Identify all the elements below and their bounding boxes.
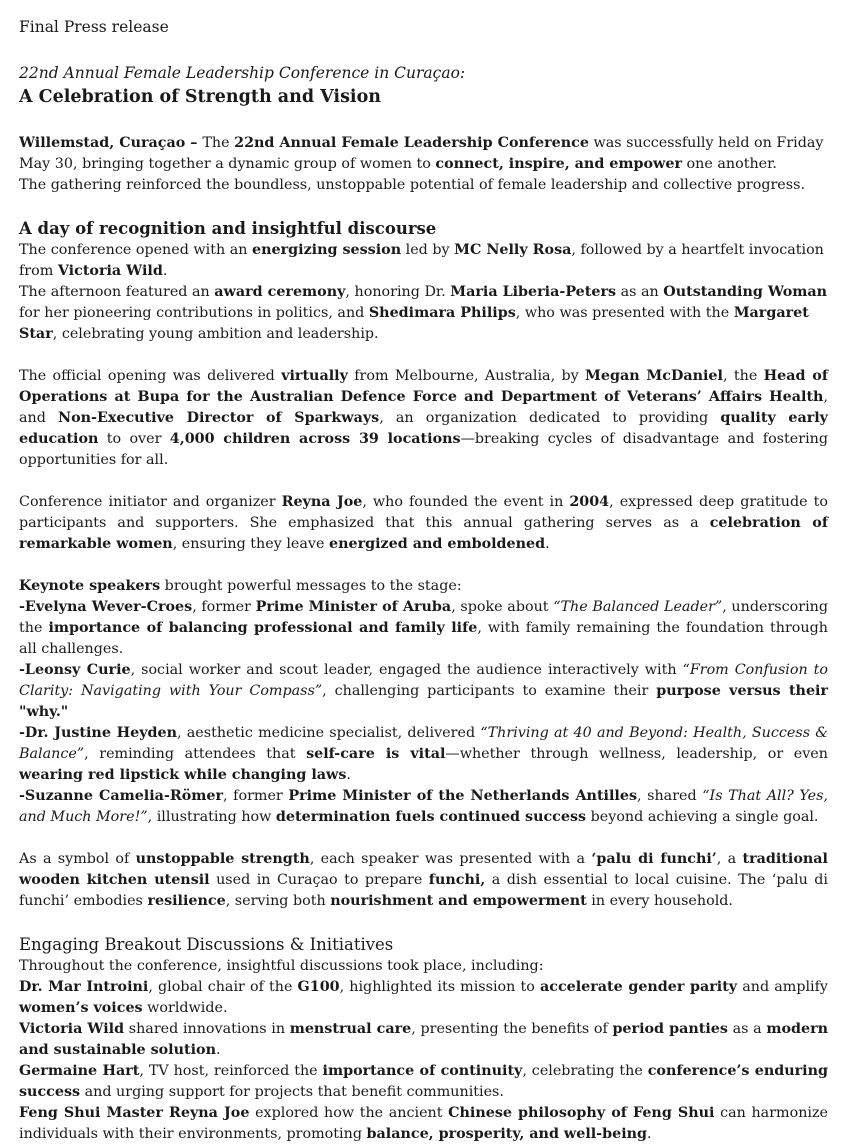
text-run: . xyxy=(346,767,351,783)
text-run: As a symbol of xyxy=(19,851,136,867)
bold-text: funchi, xyxy=(428,872,486,888)
paragraph-initiator xyxy=(19,492,828,555)
bold-text: Prime Minister of Aruba xyxy=(255,599,452,615)
bold-text: energizing session xyxy=(252,242,402,258)
bold-text: traditional wooden kitchen utensil xyxy=(19,851,828,888)
bold-text: Germaine Hart xyxy=(19,1063,140,1079)
bold-text: Dr. Mar Introini xyxy=(19,979,149,995)
text-run: Throughout the conference, insightful discussions took place, including: xyxy=(19,958,544,974)
text-run: shared innovations in xyxy=(124,1021,290,1037)
text-run: was successfully held on Friday May 30, bringing together a dynamic group of women to xyxy=(19,135,824,172)
document-label: Final Press release xyxy=(19,18,169,36)
text-run: , honoring Dr. xyxy=(345,284,451,300)
breakout-item xyxy=(19,977,828,1019)
keynote-item xyxy=(19,723,828,786)
text-run: , a xyxy=(716,851,743,867)
keynote-intro xyxy=(19,576,828,597)
bold-text: Maria Liberia-Peters xyxy=(450,284,617,300)
document-subtitle: 22nd Annual Female Leadership Conference in Curaçao: xyxy=(19,64,466,82)
text-run: —breaking cycles of disadvantage and fostering opportunities for all. xyxy=(19,431,828,468)
keynote-item xyxy=(19,597,828,660)
text-run: led by xyxy=(401,242,455,258)
text-run: beyond achieving a single goal. xyxy=(586,809,819,825)
bold-text: unstoppable strength xyxy=(135,851,310,867)
bold-text: Shedimara Philips xyxy=(368,305,516,321)
text-run: , with family remaining the foundation through all challenges. xyxy=(19,620,828,657)
text-run: The gathering reinforced the boundless, unstoppable potential of female leadership and collective progress. xyxy=(19,177,805,193)
text-run: , each speaker was presented with a xyxy=(309,851,592,867)
breakout-item xyxy=(19,1019,828,1061)
bold-text: importance of balancing professional and family life xyxy=(48,620,478,636)
bold-text: 2004 xyxy=(569,494,610,510)
text-run: , followed by a heartfelt invocation from xyxy=(19,242,824,279)
text-run: . xyxy=(545,536,550,552)
bold-text: MC Nelly Rosa xyxy=(454,242,572,258)
text-run: , reminding attendees that xyxy=(84,746,307,762)
intro-block xyxy=(19,133,828,196)
text-run: , expressed deep gratitude to participants and supporters. She emphasized that this annual gathering serves as a xyxy=(19,494,828,531)
text-run: , aesthetic medicine specialist, delivered xyxy=(177,725,481,741)
text-run: to over xyxy=(98,431,170,447)
text-run: —whether through wellness, leadership, or even xyxy=(445,746,828,762)
text-run: , highlighted its mission to xyxy=(339,979,540,995)
text-run: , an organization dedicated to providing xyxy=(379,410,721,426)
text-run: , global chair of the xyxy=(148,979,298,995)
text-run: a dish essential to local cuisine. The ‘palu di funchi’ embodies xyxy=(19,872,828,909)
bold-text: women’s voices xyxy=(19,1000,143,1016)
italic-text: “The Balanced Leader” xyxy=(553,599,723,615)
text-run: , challenging participants to examine their xyxy=(322,683,657,699)
text-run: , former xyxy=(223,788,289,804)
bold-text: self-care is vital xyxy=(306,746,446,762)
text-run: can harmonize individuals with their environments, promoting xyxy=(19,1105,828,1142)
breakout-intro xyxy=(19,956,828,977)
text-run: The afternoon featured an xyxy=(19,284,215,300)
bold-text: purpose versus their "why." xyxy=(19,683,829,720)
text-run: brought powerful messages to the stage: xyxy=(160,578,462,594)
bold-text: conference’s enduring success xyxy=(19,1063,828,1100)
bold-text: Victoria Wild xyxy=(19,1021,125,1037)
text-run: , illustrating how xyxy=(147,809,276,825)
keynote-item xyxy=(19,786,828,828)
text-run: and urging support for projects that benefit communities. xyxy=(80,1084,504,1100)
italic-text: “Is That All? Yes, and Much More!” xyxy=(19,788,828,825)
bold-text: 22nd Annual Female Leadership Conference xyxy=(234,135,589,151)
bold-text: G100 xyxy=(297,979,340,995)
text-run: and amplify xyxy=(737,979,828,995)
text-run: , ensuring they leave xyxy=(172,536,329,552)
bold-text: -Suzanne Camelia-Römer xyxy=(19,788,224,804)
text-run: in every household. xyxy=(586,893,733,909)
text-run: one another. xyxy=(682,156,777,172)
bold-text: -Leonsy Curie xyxy=(19,662,131,678)
text-run: , who was presented with the xyxy=(515,305,734,321)
text-run: from Melbourne, Australia, by xyxy=(347,368,586,384)
text-run: , celebrating young ambition and leadership. xyxy=(52,326,379,342)
bold-text: energized and emboldened xyxy=(328,536,546,552)
bold-text: determination fuels continued success xyxy=(275,809,587,825)
section-heading-recognition: A day of recognition and insightful discourse xyxy=(19,219,437,238)
intro-paragraph xyxy=(19,133,828,175)
text-run: worldwide. xyxy=(142,1000,228,1016)
paragraph-opening-session xyxy=(19,240,828,282)
text-run: , shared xyxy=(637,788,703,804)
text-run: Conference initiator and organizer xyxy=(19,494,282,510)
bold-text: modern and sustainable solution xyxy=(19,1021,828,1058)
text-run: . xyxy=(647,1126,652,1142)
text-run: , presenting the benefits of xyxy=(411,1021,613,1037)
bold-text: Margaret Star xyxy=(19,305,809,342)
bold-text: balance, prosperity, and well-being xyxy=(366,1126,648,1142)
bold-text: period panties xyxy=(612,1021,728,1037)
bold-text: Outstanding Woman xyxy=(663,284,828,300)
text-run: . xyxy=(215,1042,221,1058)
text-run: , who founded the event in xyxy=(362,494,570,510)
bold-text: Prime Minister of the Netherlands Antilles xyxy=(288,788,637,804)
bold-text: award ceremony xyxy=(214,284,346,300)
bold-text: Megan McDaniel xyxy=(585,368,723,384)
text-run: for her pioneering contributions in politics, and xyxy=(19,305,369,321)
bold-text: connect, inspire, and empower xyxy=(435,156,682,172)
text-run: , celebrating the xyxy=(522,1063,648,1079)
text-run: , spoke about xyxy=(451,599,554,615)
intro-paragraph xyxy=(19,175,828,196)
bold-text: Chinese philosophy of Feng Shui xyxy=(448,1105,715,1121)
text-run: , and xyxy=(19,389,828,426)
text-run: , serving both xyxy=(225,893,331,909)
text-run: , social worker and scout leader, engaged the audience interactively with xyxy=(130,662,683,678)
bold-text: Head of Operations at Bupa for the Australian Defence Force and Department of Veterans’ Affairs Health xyxy=(19,368,828,405)
text-run: . xyxy=(162,263,168,279)
text-run: as a xyxy=(727,1021,767,1037)
section-heading-breakout: Engaging Breakout Discussions & Initiatives xyxy=(19,935,394,954)
text-run: The conference opened with an xyxy=(19,242,253,258)
bold-text: Willemstad, Curaçao – xyxy=(19,135,203,151)
bold-text: resilience xyxy=(147,893,226,909)
text-run: , underscoring the xyxy=(19,599,829,636)
bold-text: Victoria Wild xyxy=(57,263,163,279)
bold-text: virtually xyxy=(281,368,348,384)
bold-text: Reyna Joe xyxy=(281,494,363,510)
bold-text: wearing red lipstick while changing laws xyxy=(19,767,347,783)
italic-text: “Thriving at 40 and Beyond: Health, Success & Balance” xyxy=(19,725,828,762)
text-run: explored how the ancient xyxy=(249,1105,449,1121)
bold-text: ‘palu di funchi’ xyxy=(591,851,717,867)
text-run: as an xyxy=(616,284,664,300)
bold-text: accelerate gender parity xyxy=(539,979,738,995)
text-run: The xyxy=(202,135,235,151)
paragraph-award-ceremony xyxy=(19,282,828,345)
bold-text: 4,000 children across 39 locations xyxy=(169,431,461,447)
bold-text: importance of continuity xyxy=(322,1063,523,1079)
keynote-block xyxy=(19,576,828,828)
bold-text: quality early education xyxy=(19,410,828,447)
breakout-item xyxy=(19,1061,828,1103)
text-run: used in Curaçao to prepare xyxy=(209,872,429,888)
bold-text: -Dr. Justine Heyden xyxy=(19,725,177,741)
keynote-item xyxy=(19,660,828,723)
document-title: A Celebration of Strength and Vision xyxy=(19,87,381,107)
text-run: , TV host, reinforced the xyxy=(139,1063,323,1079)
paragraph-symbol xyxy=(19,849,828,912)
bold-text: Feng Shui Master Reyna Joe xyxy=(19,1105,250,1121)
bold-text: nourishment and empowerment xyxy=(330,893,587,909)
bold-text: menstrual care xyxy=(289,1021,412,1037)
bold-text: Keynote speakers xyxy=(19,578,161,594)
text-run: , former xyxy=(192,599,256,615)
bold-text: Non-Executive Director of Sparkways xyxy=(58,410,380,426)
italic-text: “From Confusion to Clarity: Navigating with Your Compass” xyxy=(19,662,829,699)
bold-text: celebration of remarkable women xyxy=(19,515,828,552)
bold-text: -Evelyna Wever-Croes xyxy=(19,599,193,615)
text-run: The official opening was delivered xyxy=(19,368,282,384)
paragraph-official-opening xyxy=(19,366,828,471)
breakout-item xyxy=(19,1103,828,1145)
text-run: , the xyxy=(722,368,764,384)
